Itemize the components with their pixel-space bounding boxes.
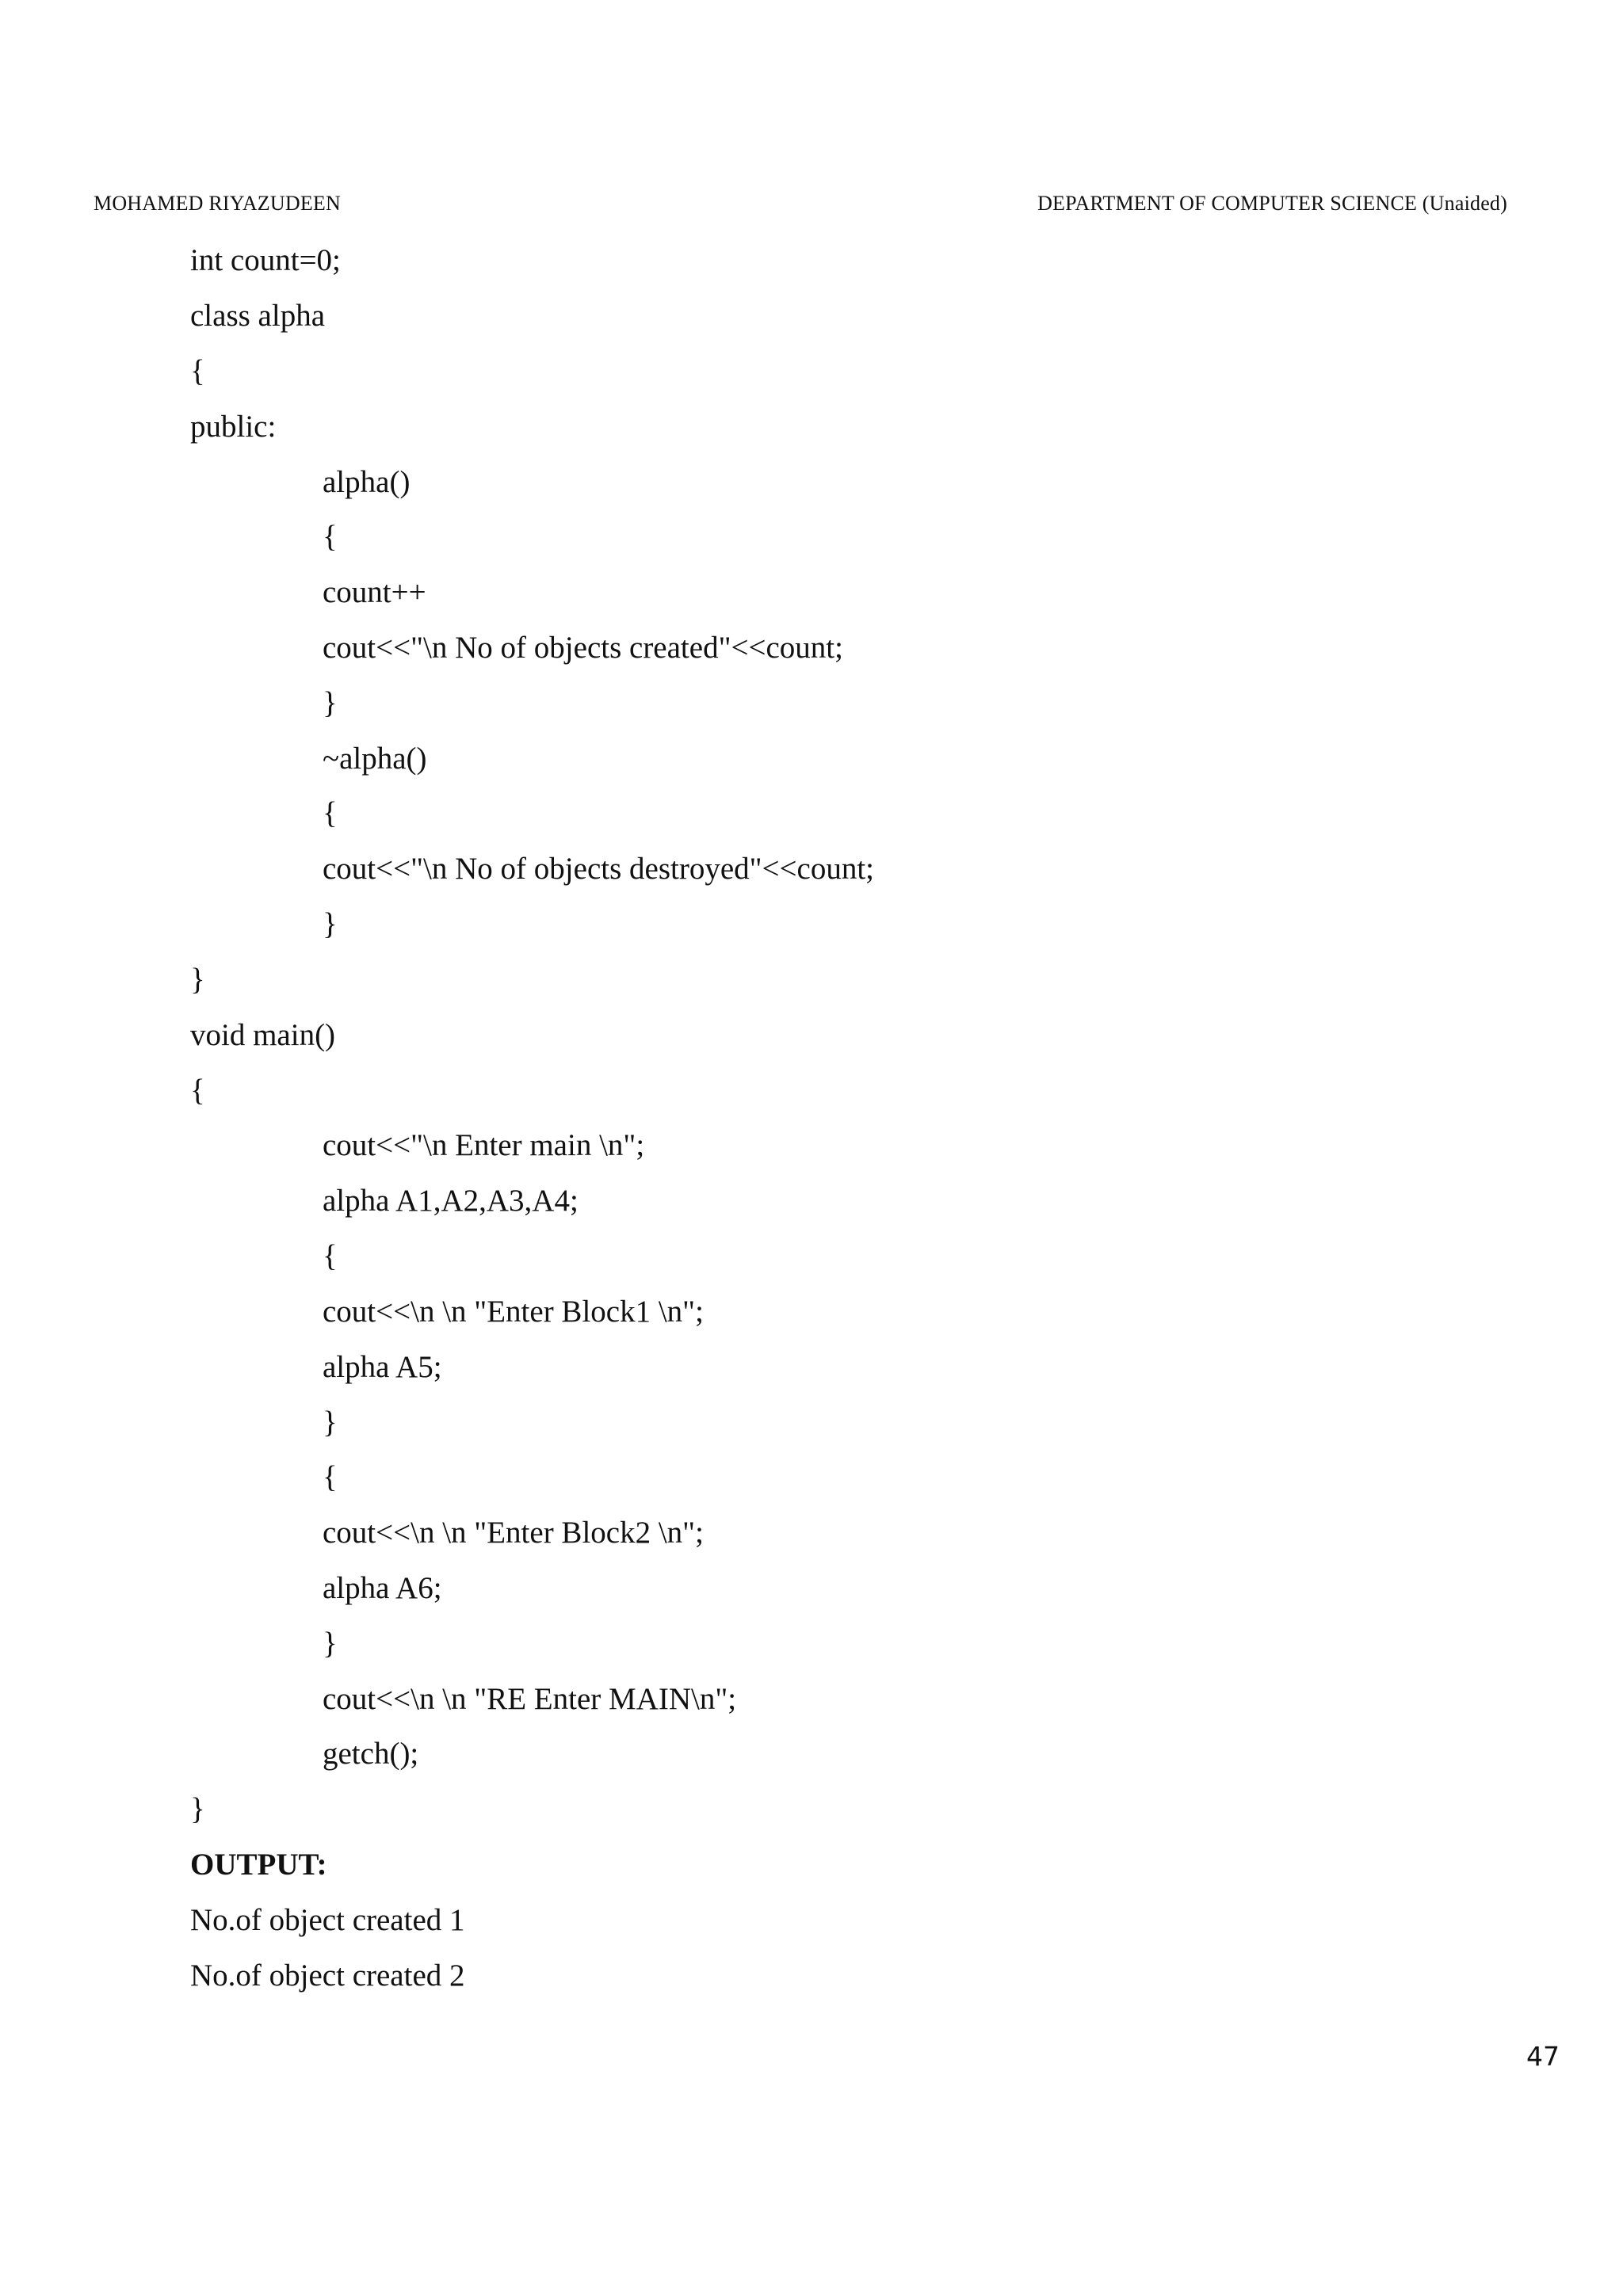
code-line: cout<<"\n No of objects destroyed"<<count; <box>323 852 875 886</box>
code-line: cout<<\n \n "RE Enter MAIN\n"; <box>323 1682 737 1716</box>
code-line: public: <box>190 410 277 444</box>
code-line: } <box>323 1405 338 1440</box>
code-line: cout<<"\n No of objects created"<<count; <box>323 631 843 665</box>
code-line: int count=0; <box>190 243 341 277</box>
code-line: class alpha <box>190 299 326 333</box>
code-line: void main() <box>190 1018 336 1052</box>
code-line: alpha() <box>323 465 411 499</box>
code-line: { <box>190 1074 205 1108</box>
code-line: cout<<\n \n "Enter Block1 \n"; <box>323 1295 704 1329</box>
code-line: cout<<\n \n "Enter Block2 \n"; <box>323 1516 704 1550</box>
code-line: { <box>190 354 205 388</box>
code-line: { <box>323 1460 338 1494</box>
code-line: { <box>323 1239 338 1273</box>
code-line: } <box>323 686 338 720</box>
code-line: { <box>323 796 338 830</box>
header-author: MOHAMED RIYAZUDEEN <box>94 192 341 215</box>
code-line: getch(); <box>323 1737 419 1771</box>
code-line: alpha A6; <box>323 1571 442 1605</box>
code-line: } <box>190 963 205 997</box>
code-line: { <box>323 520 338 554</box>
output-line: No.of object created 1 <box>190 1903 465 1937</box>
output-heading: OUTPUT: <box>190 1848 327 1882</box>
code-line: cout<<"\n Enter main \n"; <box>323 1128 645 1162</box>
code-line: count++ <box>323 575 426 609</box>
code-line: } <box>190 1792 205 1826</box>
code-line: ~alpha() <box>323 742 427 776</box>
code-line: } <box>323 1627 338 1661</box>
output-line: No.of object created 2 <box>190 1958 465 1993</box>
page-number: 47 <box>1526 2041 1560 2072</box>
code-line: alpha A1,A2,A3,A4; <box>323 1184 579 1218</box>
header-department: DEPARTMENT OF COMPUTER SCIENCE (Unaided) <box>1037 192 1507 215</box>
code-line: } <box>323 907 338 941</box>
code-line: alpha A5; <box>323 1350 442 1384</box>
